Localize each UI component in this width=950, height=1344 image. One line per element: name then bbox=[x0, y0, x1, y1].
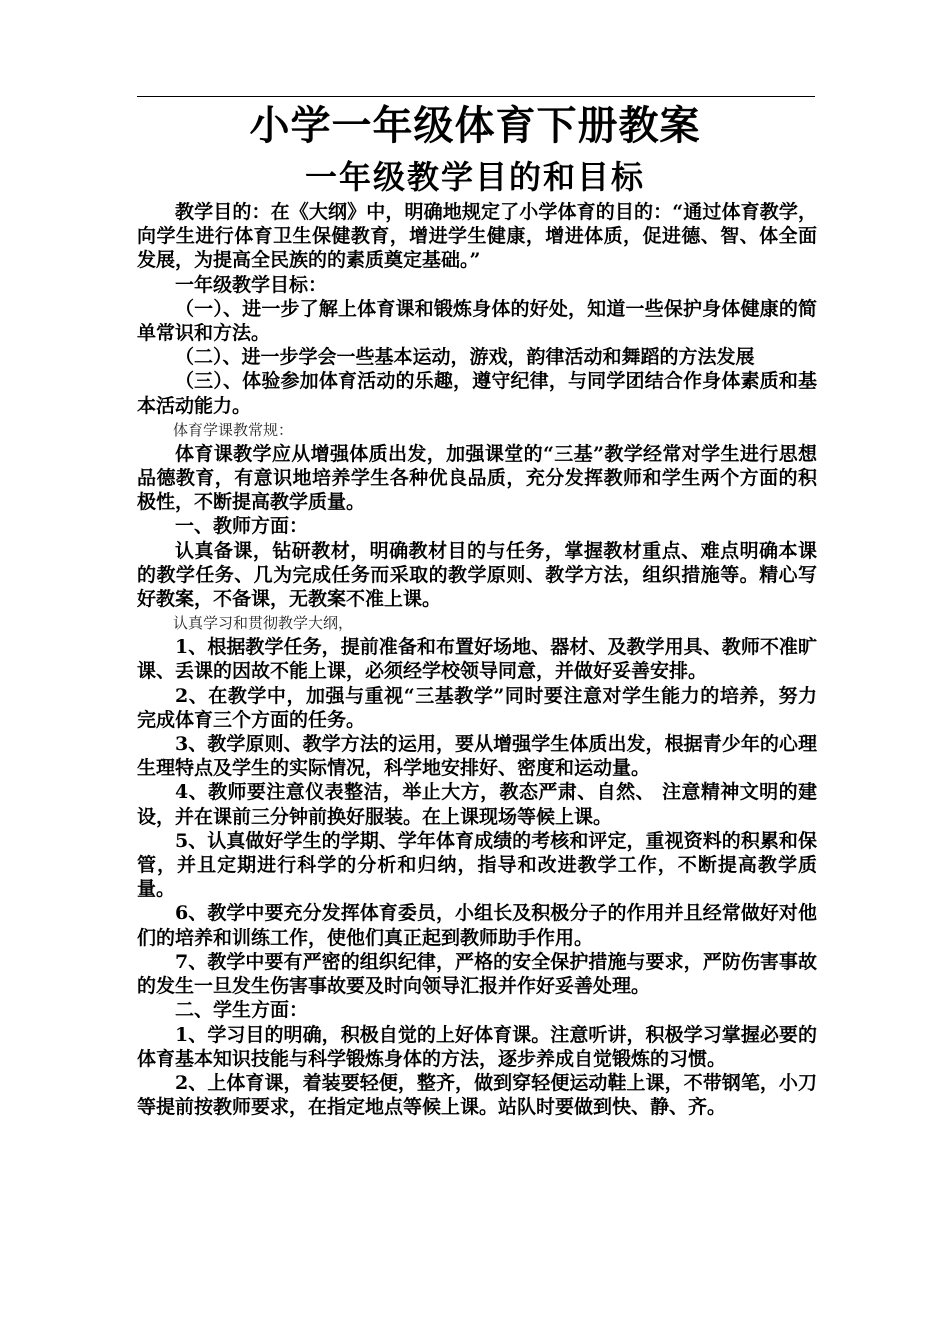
paragraph-teacher-item-7: 7、教学中要有严密的组织纪律，严格的安全保护措施与要求，严防伤害事故的发生一旦发生伤害事故要及时向领导汇报并作好妥善处理。 bbox=[137, 950, 817, 998]
paragraph-teacher-item-4: 4、教师要注意仪表整洁，举止大方，教态严肃、自然、 注意精神文明的建设，并在课前三分钟前换好服装。在上课现场等候上课。 bbox=[137, 781, 817, 828]
paragraph-teacher-heading: 一、教师方面： bbox=[175, 515, 309, 538]
paragraph-student-item-1: 1、学习目的明确，积极自觉的上好体育课。注意听讲，积极学习掌握必要的体育基本知识技能与科学锻炼身体的方法，逐步养成自觉锻炼的习惯。 bbox=[137, 1023, 817, 1070]
paragraph-teacher-item-5: 5、认真做好学生的学期、学年体育成绩的考核和评定，重视资料的积累和保管，并且定期进行科学的分析和归纳，指导和改进教学工作，不断提高教学质量。 bbox=[137, 829, 817, 901]
document-title: 小学一年级体育下册教案 bbox=[249, 102, 701, 149]
paragraph-teacher-item-6: 6、教学中要充分发挥体育委员，小组长及积极分子的作用并且经常做好对他们的培养和训练工作，使他们真正起到教师助手作用。 bbox=[137, 902, 817, 949]
paragraph-routine-intro: 体育课教学应从增强体质出发，加强课堂的“三基”教学经常对学生进行思想品德教育，有意识地培养学生各种优良品质，充分发挥教师和学生两个方面的积极性，不断提高教学质量。 bbox=[137, 442, 817, 514]
paragraph-teacher-item-1: 1、根据教学任务，提前准备和布置好场地、器材、及教学用具、教师不准旷课、丢课的因故不能上课，必须经学校领导同意，并做好妥善安排。 bbox=[137, 636, 817, 683]
document-body bbox=[137, 200, 817, 1119]
paragraph-goal-1: （一）、进一步了解上体育课和锻炼身体的好处，知道一些保护身体健康的简单常识和方法。 bbox=[137, 297, 817, 345]
paragraph-goal-2: （二）、进一步学会一些基本运动，游戏，韵律活动和舞蹈的方法发展 bbox=[175, 346, 755, 369]
header-rule bbox=[137, 96, 815, 97]
paragraph-lesson-prep: 认真备课，钻研教材，明确教材目的与任务，掌握教材重点、难点明确本课的教学任务、几为完成任务而采取的教学原则、教学方法，组织措施等。精心写好教案，不备课，无教案不准上课。 bbox=[137, 539, 817, 611]
paragraph-syllabus-note: 认真学习和贯彻教学大纲， bbox=[173, 614, 354, 633]
paragraph-grade-goals-heading: 一年级教学目标： bbox=[175, 273, 328, 296]
paragraph-student-item-2: 2、上体育课，着装要轻便，整齐，做到穿轻便运动鞋上课，不带钢笔，小刀等提前按教师要求，在指定地点等候上课。站队时要做到快、静、齐。 bbox=[137, 1071, 817, 1119]
paragraph-teacher-item-2: 2、在教学中，加强与重视“三基教学”同时要注意对学生能力的培养，努力完成体育三个方面的任务。 bbox=[137, 684, 817, 731]
paragraph-teacher-item-3: 3、教学原则、教学方法的运用，要从增强学生体质出发，根据青少年的心理生理特点及学生的实际情况，科学地安排好、密度和运动量。 bbox=[137, 733, 817, 780]
paragraph-routine-heading: 体育学课教常规： bbox=[173, 420, 294, 439]
paragraph-teaching-purpose: 教学目的：在《大纲》中，明确地规定了小学体育的目的：“通过体育教学，向学生进行体育卫生保健教育，增进学生健康，增进体质，促进德、智、体全面发展，为提高全民族的的素质奠定基础。” bbox=[137, 201, 817, 272]
paragraph-student-heading: 二、学生方面： bbox=[175, 999, 309, 1022]
document-subtitle: 一年级教学目的和目标 bbox=[304, 158, 645, 196]
paragraph-goal-3: （三）、体验参加体育活动的乐趣，遵守纪律，与同学团结合作身体素质和基本活动能力。 bbox=[137, 370, 817, 417]
